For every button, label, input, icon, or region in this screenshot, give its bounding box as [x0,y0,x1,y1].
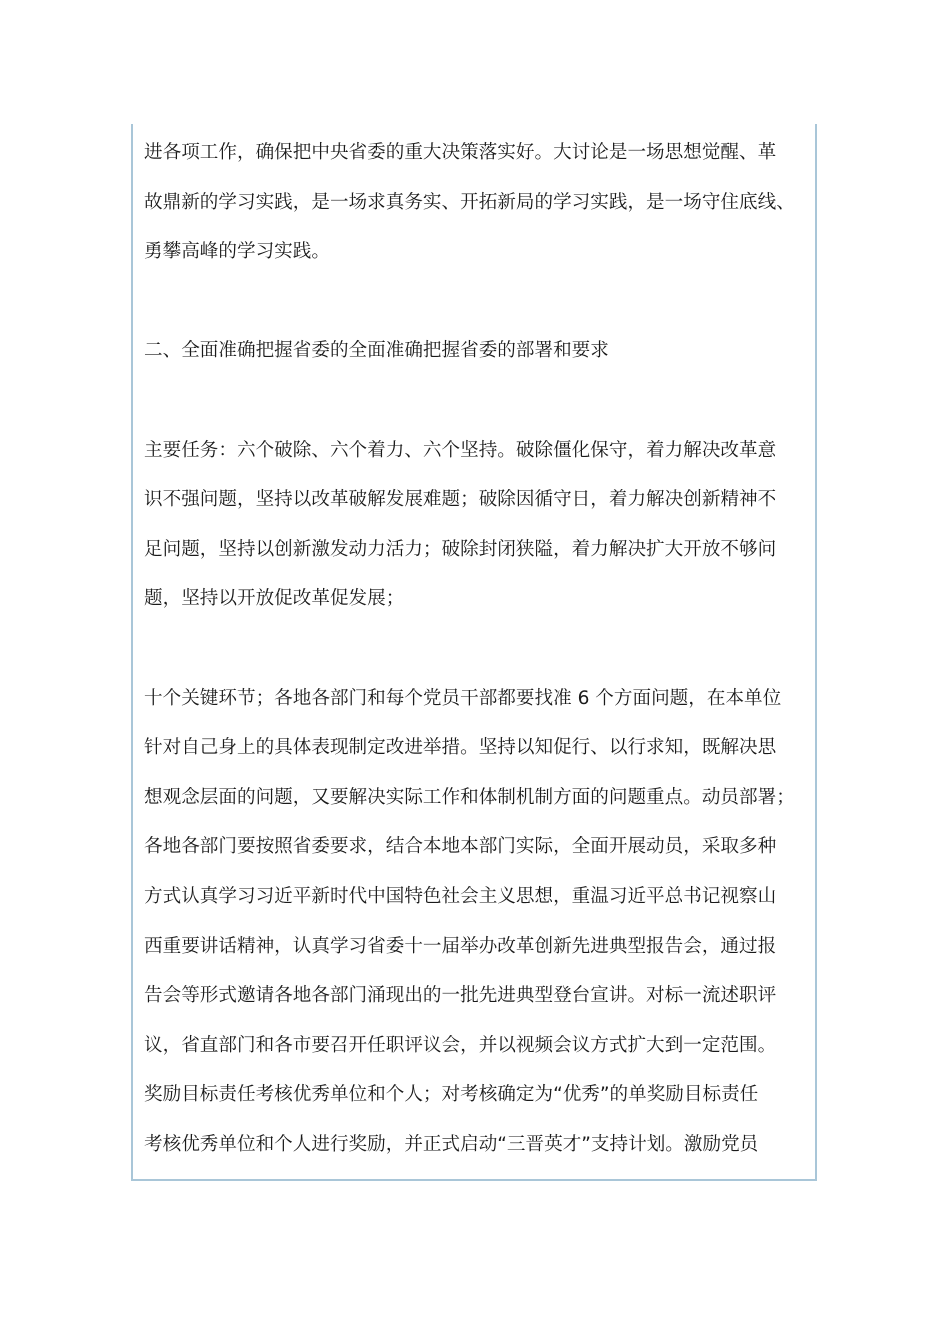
text-line: 进各项工作，确保把中央省委的重大决策落实好。大讨论是一场思想觉醒、革 [144,142,777,163]
heading-text: 二、全面准确把握省委的全面准确把握省委的部署和要求 [144,340,609,362]
document-body [144,128,808,1169]
text-line: 告会等形式邀请各地各部门涌现出的一批先进典型登台宣讲。对标一流述职评 [144,985,777,1007]
text-line: 主要任务：六个破除、六个着力、六个坚持。破除僵化保守，着力解决改革意 [144,439,777,461]
text-line: 考核优秀单位和个人进行奖励，并正式启动“三晋英才”支持计划。激励党员 [144,1133,759,1155]
text-line: 足问题，坚持以创新激发动力活力；破除封闭狭隘，着力解决扩大开放不够问 [144,538,777,560]
text-line: 勇攀高峰的学习实践。 [144,241,330,263]
text-line: 西重要讲话精神，认真学习省委十一届举办改革创新先进典型报告会，通过报 [144,935,777,957]
text-line: 针对自己身上的具体表现制定改进举措。坚持以知促行、以行求知，既解决思 [144,737,777,759]
paragraph-2 [144,426,808,624]
section-heading-2 [144,326,808,376]
text-line: 故鼎新的学习实践，是一场求真务实、开拓新局的学习实践，是一场守住底线、 [144,191,795,213]
paragraph-3 [144,674,808,1170]
paragraph-1 [144,128,808,277]
text-line: 各地各部门要按照省委要求，结合本地本部门实际，全面开展动员，采取多种 [144,836,777,858]
text-line: 方式认真学习习近平新时代中国特色社会主义思想，重温习近平总书记视察山 [144,885,777,907]
text-line: 奖励目标责任考核优秀单位和个人；对考核确定为“优秀”的单奖励目标责任 [144,1084,759,1106]
text-line: 题，坚持以开放促改革促发展； [144,588,405,610]
text-line: 想观念层面的问题，又要解决实际工作和体制机制方面的问题重点。动员部署； [144,786,795,808]
text-line: 识不强问题，坚持以改革破解发展难题；破除因循守日，着力解决创新精神不 [144,489,777,511]
text-line: 十个关键环节；各地各部门和每个党员干部都要找准 6 个方面问题，在本单位 [144,687,782,709]
text-line: 议，省直部门和各市要召开任职评议会，并以视频会议方式扩大到一定范围。 [144,1034,777,1056]
